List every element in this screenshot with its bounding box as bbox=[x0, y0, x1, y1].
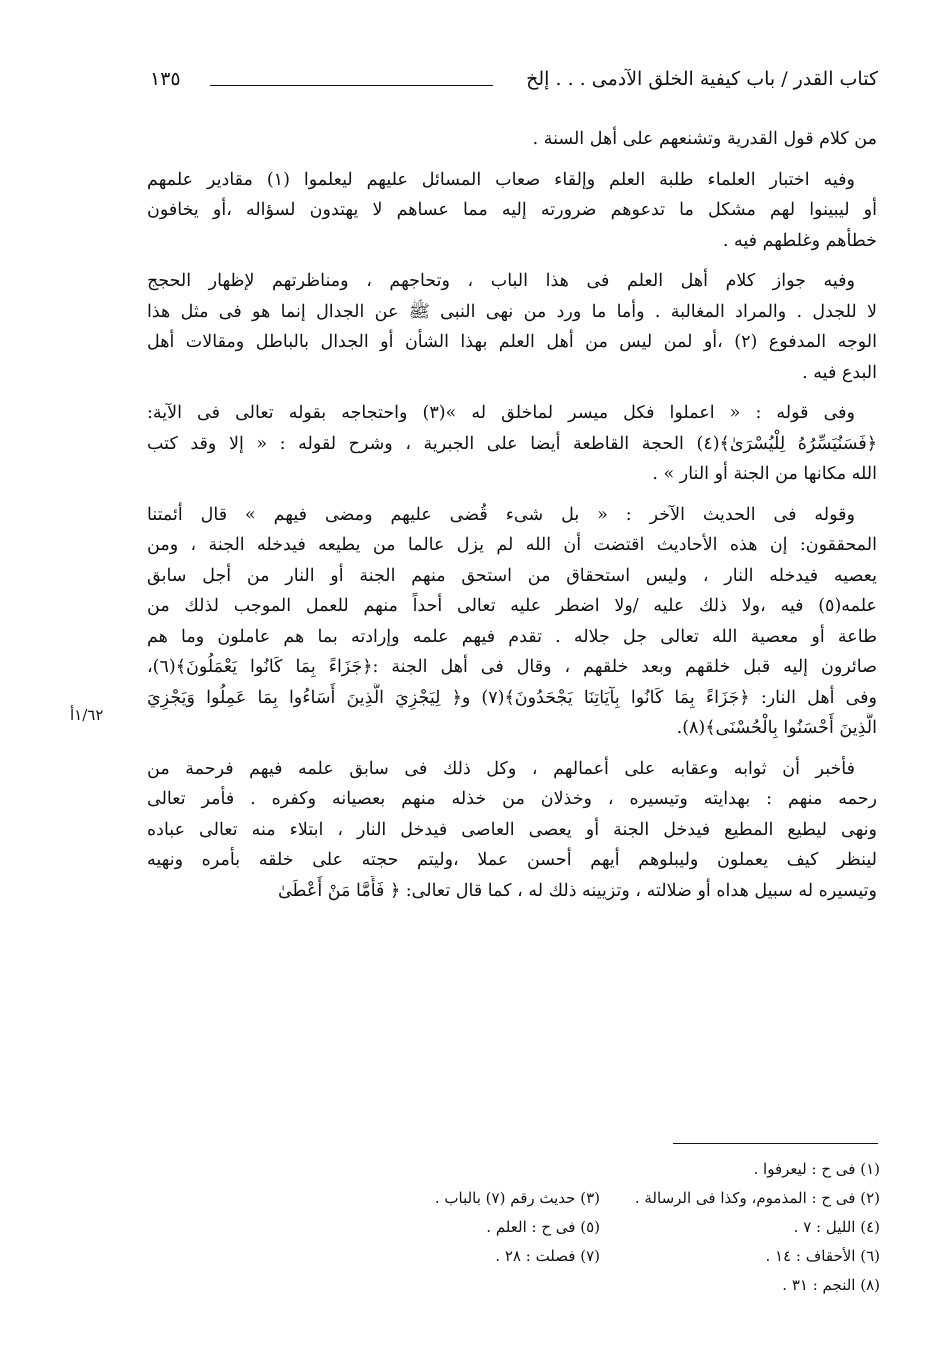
text-line: صائرون إليه قبل خلقهم وبعد خلقهم ، وقال فى أهل الجنة :﴿جَزَاءً بِمَا كَانُوا يَعْمَلُونَ﴾(٦)، bbox=[147, 657, 877, 677]
footnote: (٧) فصلت : ٢٨ . bbox=[495, 1247, 600, 1265]
footnote: (٥) فى ح : العلم . bbox=[486, 1218, 600, 1236]
text-line: طاعة أو معصية الله تعالى جل جلاله . تقدم فيهم علمه وإرادته بما هم عاملون وما هم bbox=[147, 626, 877, 647]
text-line: رحمه منهم : بهدايته وتيسيره ، وخذلان من خذله منهم بعصيانه وكفره . فأمر تعالى bbox=[147, 789, 877, 809]
text-line: وفيه اختبار العلماء طلبة العلم وإلقاء صعاب المسائل عليهم ليعلموا (١) مقادير علمهم bbox=[147, 169, 855, 190]
page-number: ١٣٥ bbox=[150, 68, 181, 90]
paragraph bbox=[147, 165, 877, 257]
paragraph bbox=[147, 398, 877, 490]
paragraph bbox=[147, 500, 877, 744]
footnote-row bbox=[320, 1184, 880, 1213]
footnote: (٣) حديث رقم (٧) بالباب . bbox=[434, 1189, 600, 1207]
paragraph bbox=[147, 266, 877, 388]
paragraph bbox=[147, 754, 877, 907]
margin-note: ١/٦٢أ bbox=[70, 706, 104, 724]
text-line: الله مكانها من الجنة أو النار » . bbox=[652, 464, 877, 484]
footnote bbox=[320, 1155, 600, 1184]
text-line: لينظر كيف يعملون وليبلوهم أيهم أحسن عملا ،وليتم حجته على خلقه بأمره ونهيه bbox=[147, 850, 877, 870]
text-line: من كلام قول القدرية وتشنعهم على أهل السنة . bbox=[532, 129, 877, 149]
footnote: (٢) فى ح : المذموم، وكذا فى الرسالة . bbox=[634, 1189, 880, 1207]
body-text bbox=[147, 124, 877, 916]
text-line: الوجه المدفوع (٢) ،أو لمن ليس من أهل العلم بهذا الشأن أو الجدال بالباطل ومقالات أهل bbox=[147, 332, 877, 352]
header-rule bbox=[210, 85, 493, 86]
text-line: ﴿فَسَنُيَسِّرُهُ لِلْيُسْرَىٰ﴾(٤) الحجة القاطعة أيضا على الجبرية ، وشرح لقوله : « إلا وقد كتب bbox=[147, 433, 877, 454]
footnote: (٨) النجم : ٣١ . bbox=[782, 1276, 880, 1294]
text-line: خطأهم وغلطهم فيه . bbox=[722, 230, 877, 251]
paragraph bbox=[147, 124, 877, 155]
text-line: وفى قوله : « اعملوا فكل ميسر لماخلق له »(٣) واحتجاجه بقوله تعالى فى الآية: bbox=[147, 403, 855, 423]
footnote-row bbox=[320, 1155, 880, 1184]
page-header bbox=[150, 68, 878, 102]
footnotes bbox=[320, 1155, 880, 1300]
text-line: يعصيه فيدخله النار ، وليس استحقاق من استحق منهم الجنة أو النار من أجل سابق bbox=[147, 565, 877, 586]
text-line: أو ليبينوا لهم مشكل ما تدعوهم ضرورته إليه مما عساهم لا يهتدون لسؤاله ،أو يخافون bbox=[147, 200, 877, 220]
text-line: البدع فيه . bbox=[802, 362, 877, 383]
footnote: (١) فى ح : ليعرفوا . bbox=[753, 1160, 880, 1178]
footnote-rule bbox=[673, 1143, 878, 1144]
footnote-row bbox=[320, 1213, 880, 1242]
running-title: كتاب القدر / باب كيفية الخلق الآدمى . . . إلخ bbox=[526, 68, 878, 90]
text-line: علمه(٥) فيه ،ولا ذلك عليه /ولا اضطر عليه تعالى أحداً منهم للعمل الموجب لذلك من bbox=[147, 596, 877, 616]
text-line: لا للجدل . والمراد المغالبة . وأما ما ورد من نهى النبى ﷺ عن الجدال إنما هو فى مثل هذا bbox=[147, 301, 877, 322]
text-line: الَّذِينَ أَحْسَنُوا بِالْحُسْنَى﴾(٨). bbox=[676, 718, 877, 738]
text-line: ونهى ليطيع المطيع فيدخل الجنة أو يعصى العاصى فيدخل النار ، ابتلاء منه تعالى عباده bbox=[147, 819, 877, 840]
text-line: المحققون: إن هذه الأحاديث اقتضت أن الله لم يزل عالما من يطيعه فيدخله الجنة ، ومن bbox=[147, 535, 877, 555]
text-line: وقوله فى الحديث الآخر : « بل شىء قُضى عليهم ومضى فيهم » قال أئمتنا bbox=[147, 504, 855, 525]
footnote bbox=[320, 1271, 600, 1300]
text-line: فأخبر أن ثوابه وعقابه على أعمالهم ، وكل ذلك فى سابق علمه فيهم فرحمة من bbox=[147, 758, 855, 779]
footnote-row bbox=[320, 1242, 880, 1271]
text-line: وفيه جواز كلام أهل العلم فى هذا الباب ، وتحاجهم ، ومناظرتهم لإظهار الحجج bbox=[147, 271, 855, 291]
text-line: وفى أهل النار: ﴿جَزَاءً بِمَا كَانُوا بِآيَاتِنَا يَجْحَدُونَ﴾(٧) و﴿ لِيَجْزِيَ الَّذِينَ أَسَاءُوا بِمَا عَمِلُوا وَيَجْزِيَ bbox=[147, 687, 877, 708]
text-line: وتيسيره له سبيل هداه أو ضلالته ، وتزيينه ذلك له ، كما قال تعالى: ﴿ فَأَمَّا مَنْ أَعْطَىٰ bbox=[277, 880, 877, 901]
footnote-row bbox=[320, 1271, 880, 1300]
footnote: (٦) الأحقاف : ١٤ . bbox=[765, 1247, 880, 1265]
footnote: (٤) الليل : ٧ . bbox=[793, 1218, 880, 1236]
